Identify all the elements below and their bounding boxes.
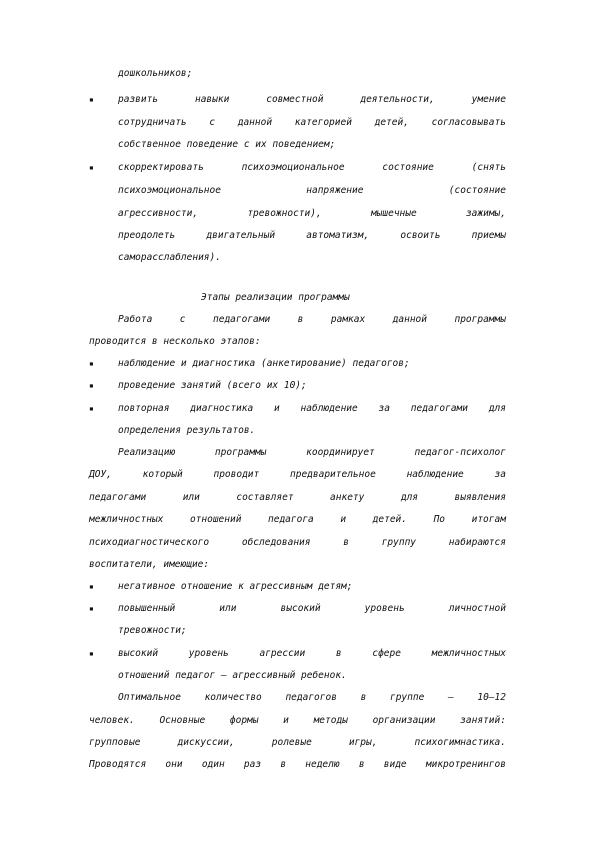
word: психодиагностического bbox=[89, 537, 210, 548]
word: в bbox=[358, 759, 365, 770]
text-line-justified bbox=[89, 514, 506, 526]
word: ДОУ, bbox=[89, 469, 112, 480]
word: детей, bbox=[374, 117, 409, 128]
text-line-justified bbox=[89, 537, 506, 549]
word: который bbox=[142, 469, 183, 480]
word: в bbox=[343, 537, 349, 548]
word: организации bbox=[372, 715, 436, 726]
text-line-justified bbox=[118, 403, 506, 415]
word: (снять bbox=[471, 162, 506, 173]
word: и bbox=[283, 715, 289, 726]
text-line-justified bbox=[118, 185, 506, 197]
text-line-justified bbox=[89, 759, 506, 771]
word: методы bbox=[313, 715, 348, 726]
word: набираются bbox=[448, 537, 506, 548]
text-line: тревожности; bbox=[118, 625, 187, 636]
word: По bbox=[433, 514, 446, 525]
word: формы bbox=[229, 715, 259, 726]
word: количество bbox=[204, 692, 262, 703]
text-line-justified bbox=[89, 469, 506, 481]
text-line: негативное отношение к агрессивным детям; bbox=[118, 581, 353, 592]
word: повышенный bbox=[118, 603, 176, 614]
word: освоить bbox=[400, 230, 441, 241]
text-line: собственное поведение с их поведением; bbox=[118, 139, 336, 150]
word: выявления bbox=[454, 492, 506, 503]
text-line-justified bbox=[118, 162, 506, 174]
word: двигательный bbox=[206, 230, 276, 241]
word: агрессии bbox=[259, 648, 306, 659]
word: тревожности), bbox=[247, 208, 322, 219]
word: категорией bbox=[294, 117, 352, 128]
bullet-icon: ▪ bbox=[89, 604, 94, 613]
word: данной bbox=[237, 117, 273, 128]
word: преодолеть bbox=[118, 230, 176, 241]
bullet-icon: ▪ bbox=[89, 163, 94, 172]
word: для bbox=[400, 492, 419, 503]
text-line-justified bbox=[89, 492, 506, 504]
word: сфере bbox=[372, 648, 401, 659]
word: детей. bbox=[372, 514, 407, 525]
word: они bbox=[165, 759, 183, 770]
text-line-justified bbox=[118, 208, 506, 220]
text-line-justified bbox=[118, 692, 506, 704]
word: (состояние bbox=[448, 185, 506, 196]
word: педагогами bbox=[89, 492, 147, 503]
word: состояние bbox=[382, 162, 434, 173]
text-line: дошкольников; bbox=[118, 68, 193, 79]
word: с bbox=[179, 314, 186, 325]
word: педагогами bbox=[213, 314, 271, 325]
word: зажимы, bbox=[465, 208, 506, 219]
word: психоэмоциональное bbox=[241, 162, 345, 173]
bullet-icon: ▪ bbox=[89, 404, 94, 413]
word: рамках bbox=[330, 314, 366, 325]
word: и bbox=[274, 403, 280, 414]
word: дискуссии, bbox=[177, 737, 235, 748]
word: педагога bbox=[268, 514, 314, 525]
word: ролевые bbox=[271, 737, 312, 748]
bullet-icon: ▪ bbox=[89, 582, 94, 591]
word: приемы bbox=[471, 230, 506, 241]
word: уровень bbox=[188, 648, 229, 659]
word: для bbox=[488, 403, 506, 414]
word: неделю bbox=[305, 759, 340, 770]
word: агрессивности, bbox=[118, 208, 199, 219]
word: занятий: bbox=[460, 715, 506, 726]
word: анкету bbox=[330, 492, 365, 503]
word: игры, bbox=[348, 737, 378, 748]
text-line-justified bbox=[118, 314, 506, 326]
text-line-justified bbox=[118, 648, 506, 660]
text-line-justified bbox=[118, 603, 506, 615]
word: итогам bbox=[471, 514, 506, 525]
text-line: проведение занятий (всего их 10); bbox=[118, 380, 307, 391]
word: за bbox=[494, 469, 506, 480]
text-line: воспитатели, имеющие: bbox=[89, 559, 210, 570]
word: раз bbox=[243, 759, 262, 770]
text-line: отношений педагог – агрессивный ребенок. bbox=[118, 670, 347, 681]
word: координирует bbox=[306, 447, 375, 458]
word: сотрудничать bbox=[118, 117, 187, 128]
word: согласовывать bbox=[431, 117, 506, 128]
word: навыки bbox=[194, 94, 230, 105]
word: деятельности, bbox=[360, 94, 435, 105]
text-line-justified bbox=[89, 737, 506, 749]
word: в bbox=[335, 648, 342, 659]
word: напряжение bbox=[306, 185, 364, 196]
word: групповые bbox=[89, 737, 141, 748]
text-line: саморасслабления). bbox=[118, 252, 221, 263]
word: программы bbox=[454, 314, 506, 325]
word: – bbox=[447, 692, 454, 703]
word: скорректировать bbox=[118, 162, 204, 173]
word: педагог-психолог bbox=[414, 447, 506, 458]
word: высокий bbox=[280, 603, 321, 614]
word: обследования bbox=[241, 537, 311, 548]
word: микротренингов bbox=[425, 759, 506, 770]
word: высокий bbox=[118, 648, 159, 659]
word: составляет bbox=[236, 492, 294, 503]
word: психоэмоциональное bbox=[118, 185, 221, 196]
word: личностной bbox=[448, 603, 506, 614]
word: межличностных bbox=[89, 514, 164, 525]
word: за bbox=[378, 403, 390, 414]
text-line: проводится в несколько этапов: bbox=[89, 336, 261, 347]
word: повторная bbox=[118, 403, 170, 414]
word: уровень bbox=[364, 603, 405, 614]
word: Реализацию bbox=[118, 447, 176, 458]
bullet-icon: ▪ bbox=[89, 381, 94, 390]
word: педагогов bbox=[285, 692, 337, 703]
word: данной bbox=[392, 314, 427, 325]
text-line-justified bbox=[118, 117, 506, 129]
text-line: наблюдение и диагностика (анкетирование) педагогов; bbox=[118, 358, 410, 369]
word: виде bbox=[383, 759, 407, 770]
word: 10–12 bbox=[477, 692, 506, 703]
text-line-justified bbox=[118, 230, 506, 242]
word: в bbox=[280, 759, 287, 770]
word: Основные bbox=[159, 715, 206, 726]
word: Проводятся bbox=[89, 759, 147, 770]
word: отношений bbox=[189, 514, 242, 525]
word: предварительное bbox=[290, 469, 376, 480]
text-line: определения результатов. bbox=[118, 425, 256, 436]
word: психогимнастика. bbox=[414, 737, 506, 748]
bullet-icon: ▪ bbox=[89, 95, 94, 104]
word: проводит bbox=[213, 469, 260, 480]
word: наблюдение bbox=[300, 403, 358, 414]
section-heading: Этапы реализации программы bbox=[201, 292, 350, 303]
word: мышечные bbox=[370, 208, 417, 219]
word: и bbox=[340, 514, 347, 525]
text-line-justified bbox=[118, 94, 506, 106]
word: межличностных bbox=[431, 648, 506, 659]
word: педагогами bbox=[410, 403, 468, 414]
text-line-justified bbox=[89, 715, 506, 727]
word: в bbox=[360, 692, 367, 703]
word: или bbox=[219, 603, 237, 614]
word: или bbox=[182, 492, 200, 503]
word: человек. bbox=[89, 715, 135, 726]
word: умение bbox=[471, 94, 506, 105]
word: группу bbox=[381, 537, 417, 548]
word: в bbox=[297, 314, 304, 325]
bullet-icon: ▪ bbox=[89, 359, 94, 368]
bullet-icon: ▪ bbox=[89, 649, 94, 658]
word: автоматизм, bbox=[306, 230, 370, 241]
word: совместной bbox=[266, 94, 324, 105]
word: развить bbox=[118, 94, 159, 105]
text-line-justified bbox=[118, 447, 506, 459]
word: Оптимальное bbox=[118, 692, 181, 703]
word: диагностика bbox=[190, 403, 254, 414]
word: наблюдение bbox=[406, 469, 464, 480]
word: программы bbox=[214, 447, 267, 458]
word: один bbox=[201, 759, 225, 770]
word: с bbox=[209, 117, 216, 128]
word: группе bbox=[389, 692, 425, 703]
word: Работа bbox=[118, 314, 153, 325]
